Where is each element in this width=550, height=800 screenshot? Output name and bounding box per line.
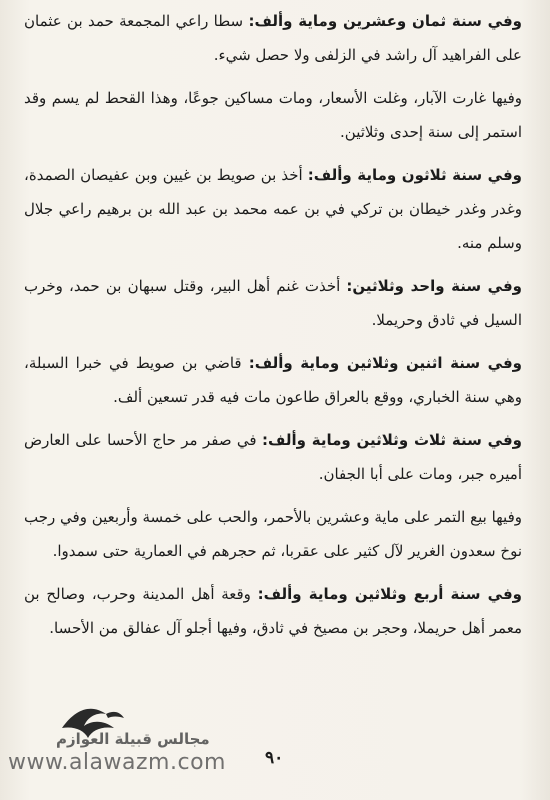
paragraph-body: وقعة أهل المدينة وحرب، وصالح بن معمر أهل حريملا، وحجر بن مصيخ في ثادق، وفيها أجلو آل عفالق من الأحسا. bbox=[24, 585, 522, 637]
paragraph-body: وفيها غارت الآبار، وغلت الأسعار، ومات مساكين جوعًا، وهذا القحط لم يسم وقد استمر إلى سنة إحدى وثلاثين. bbox=[24, 89, 522, 141]
year-heading: وفي سنة أربع وثلاثين وماية وألف: bbox=[257, 585, 522, 603]
paragraph bbox=[24, 269, 522, 337]
page-text bbox=[24, 4, 522, 654]
paragraph bbox=[24, 577, 522, 645]
paragraph bbox=[24, 81, 522, 149]
year-heading: وفي سنة اثنين وثلاثين وماية وألف: bbox=[248, 354, 522, 372]
watermark-url: www.alawazm.com bbox=[8, 750, 226, 775]
page-number: ٩٠ bbox=[265, 748, 284, 768]
paragraph-body: وفيها بيع التمر على ماية وعشرين بالأحمر، والحب على خمسة وأربعين وفي رجب نوخ سعدون الغرير لآل كثير على عقربا، ثم حجرهم في العمارية حتى سمدوا. bbox=[24, 508, 522, 560]
paragraph-body: أخذ بن صويط بن غيين وبن عفيصان الصمدة، وغدر وغدر خيطان بن تركي في بن عمه محمد بن عبد الله بن برهيم راعي جلال وسلم منه. bbox=[24, 166, 522, 252]
paragraph-body: قاضي بن صويط في خبرا السبلة، وهي سنة الخباري، ووقع بالعراق طاعون مات فيه قدر تسعين ألف. bbox=[24, 354, 522, 406]
paragraph-body: سطا راعي المجمعة حمد بن عثمان على الفراهيد آل راشد في الزلفى ولا حصل شيء. bbox=[24, 12, 522, 64]
paragraph-body: أخذت غنم أهل البير، وقتل سبهان بن حمد، وخرب السيل في ثادق وحريملا. bbox=[24, 277, 522, 329]
page-footer bbox=[0, 690, 550, 800]
year-heading: وفي سنة ثلاثون وماية وألف: bbox=[307, 166, 522, 184]
year-heading: وفي سنة ثمان وعشرين وماية وألف: bbox=[248, 12, 522, 30]
paragraph bbox=[24, 423, 522, 491]
watermark-arabic: مجالس قبيلة العوازم bbox=[56, 730, 210, 748]
year-heading: وفي سنة ثلاث وثلاثين وماية وألف: bbox=[261, 431, 522, 449]
paragraph-body: في صفر مر حاج الأحسا على العارض أميره جبر، ومات على أبا الجفان. bbox=[24, 431, 522, 483]
paragraph bbox=[24, 158, 522, 260]
paragraph bbox=[24, 346, 522, 414]
paragraph bbox=[24, 500, 522, 568]
year-heading: وفي سنة واحد وثلاثين: bbox=[346, 277, 523, 295]
paragraph bbox=[24, 4, 522, 72]
